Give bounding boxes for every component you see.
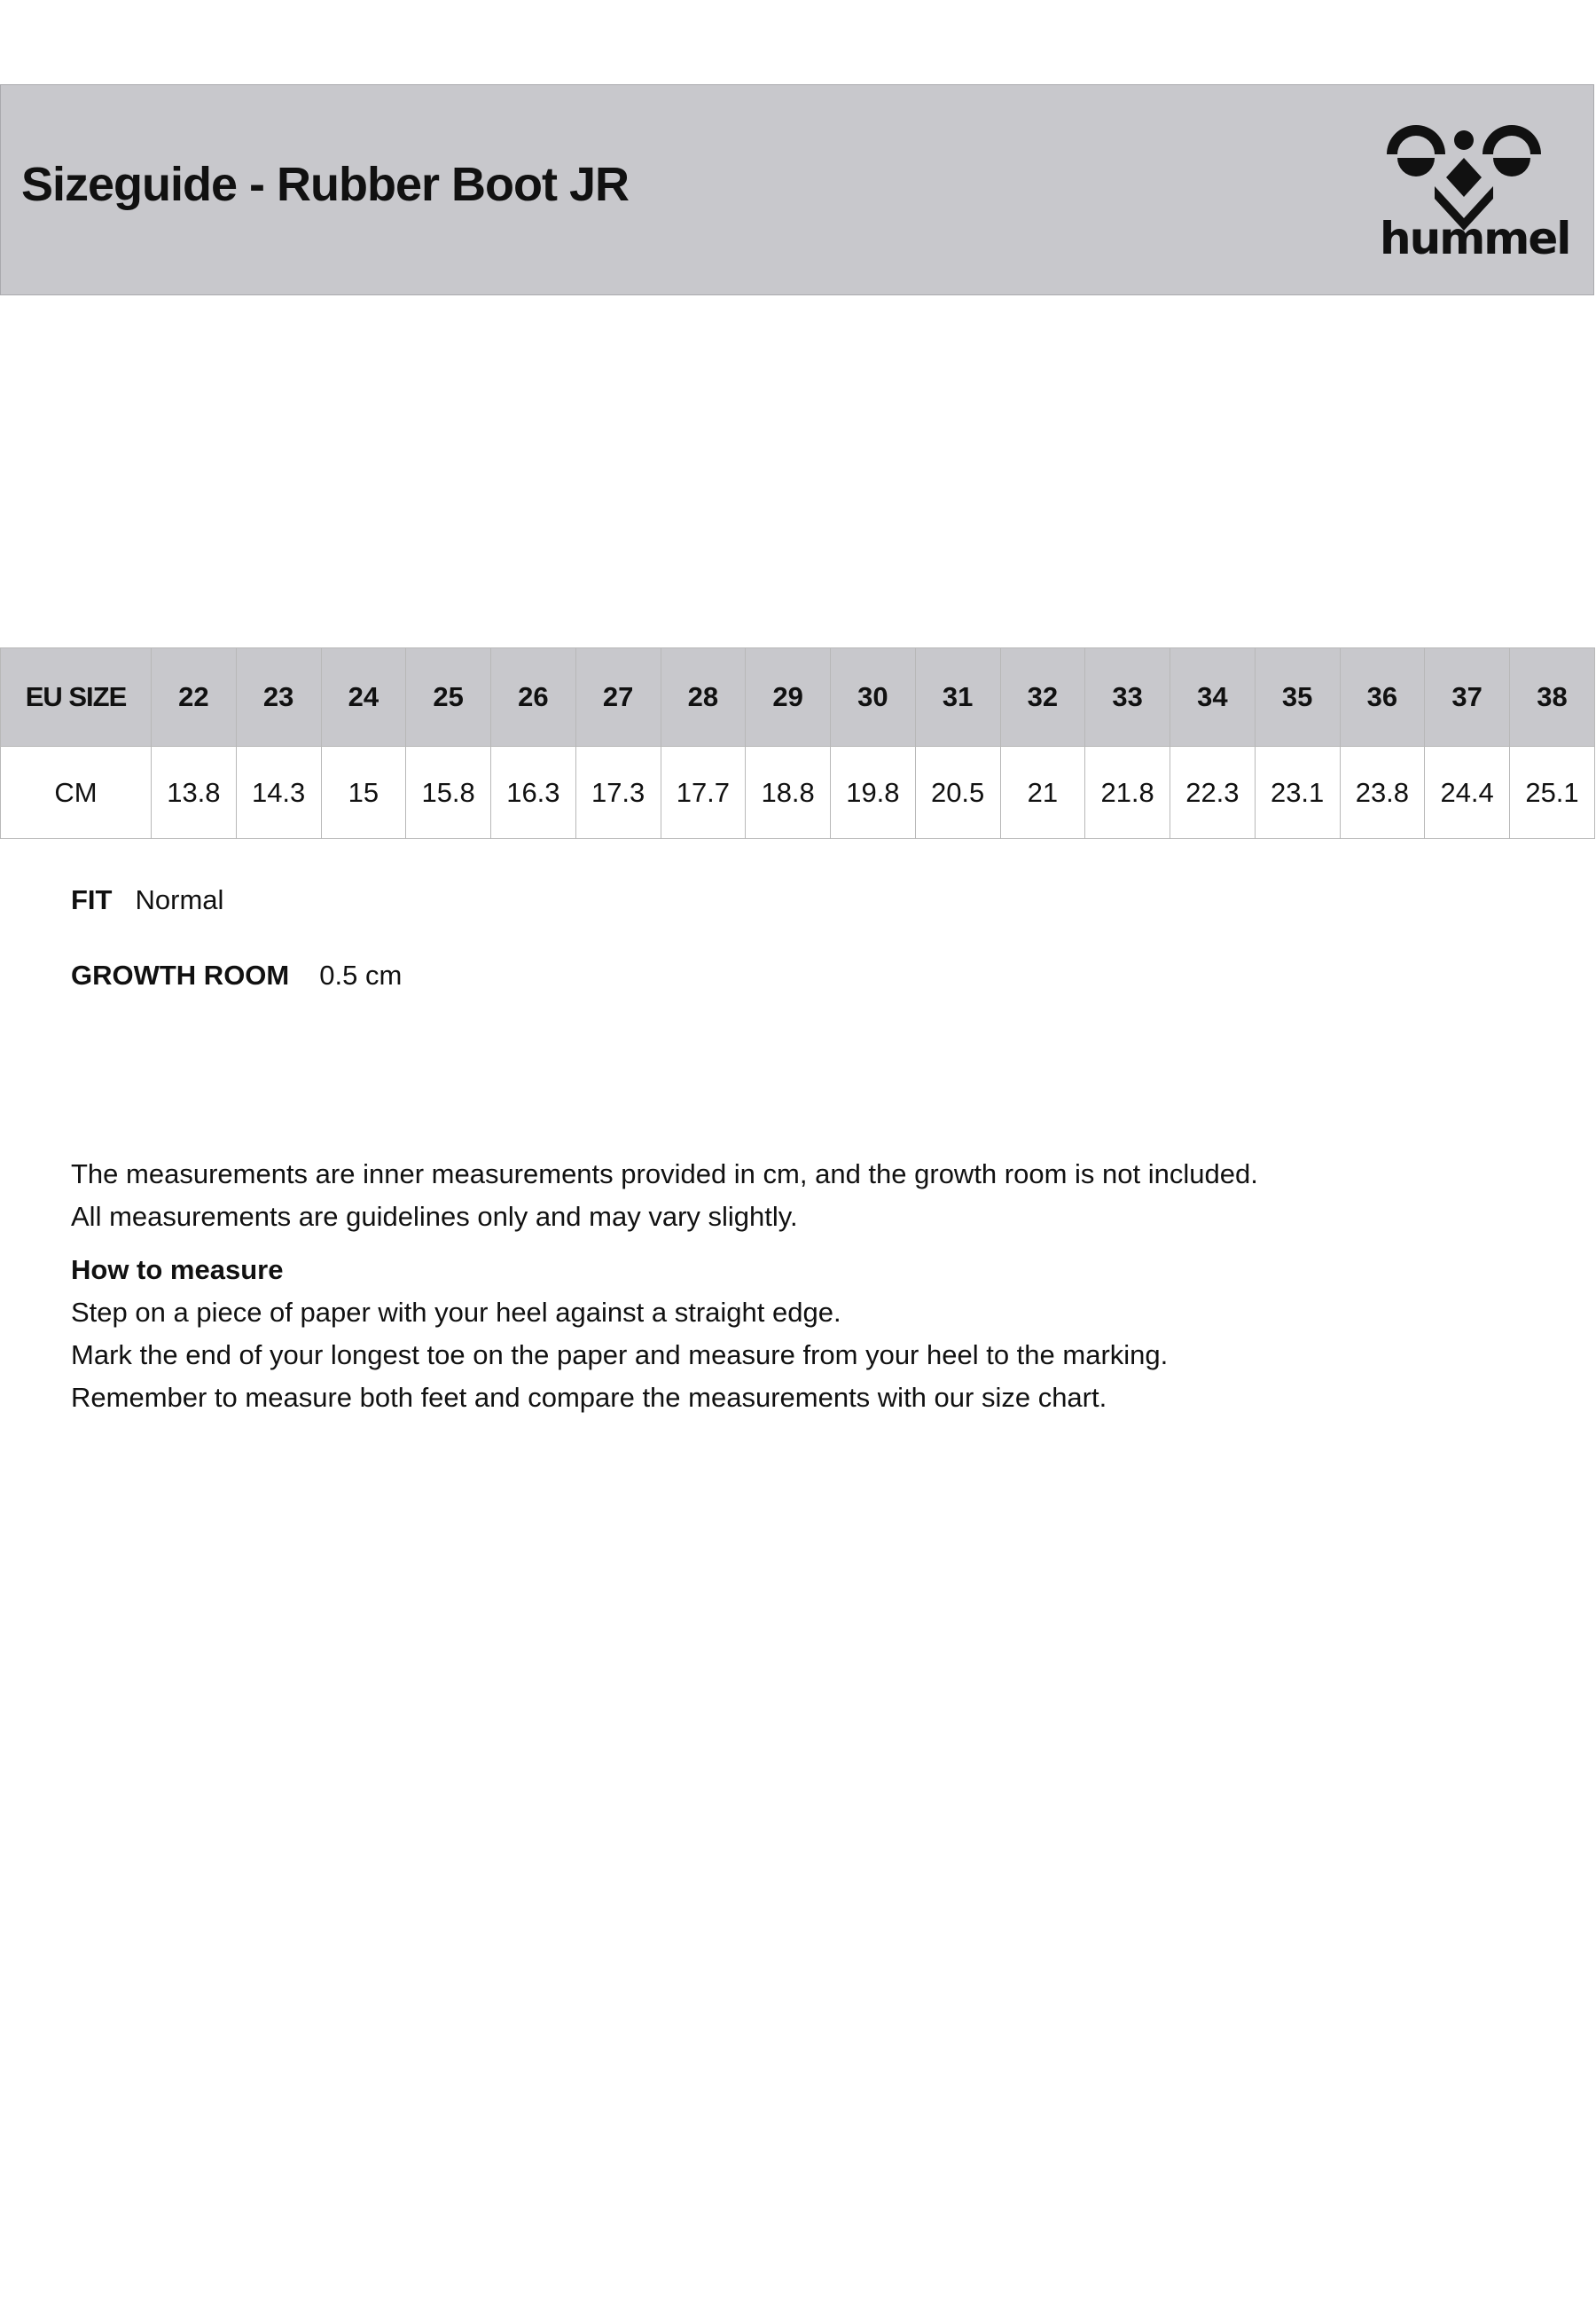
table-cell: 24.4 — [1425, 747, 1510, 839]
table-cell: 21.8 — [1085, 747, 1170, 839]
table-cell: 22 — [152, 648, 237, 747]
table-cell: 34 — [1170, 648, 1256, 747]
table-cell: 17.7 — [661, 747, 746, 839]
table-cell: 35 — [1255, 648, 1340, 747]
growth-room-value: 0.5 cm — [319, 960, 403, 991]
fit-spec — [71, 882, 223, 918]
table-cell: 32 — [1000, 648, 1085, 747]
table-cell: 37 — [1425, 648, 1510, 747]
measure-step-2: Mark the end of your longest toe on the paper and measure from your heel to the marking. — [71, 1339, 1169, 1370]
table-cell: 16.3 — [491, 747, 576, 839]
table-cell: 22.3 — [1170, 747, 1256, 839]
table-cell: 19.8 — [831, 747, 916, 839]
table-cell: 27 — [575, 648, 661, 747]
table-cell: 33 — [1085, 648, 1170, 747]
measurement-info — [71, 1153, 1534, 1419]
table-cell: 15 — [321, 747, 406, 839]
row-label-cm: CM — [1, 747, 152, 839]
info-line-guidelines: All measurements are guidelines only and may vary slightly. — [71, 1201, 798, 1232]
table-cell: 36 — [1340, 648, 1425, 747]
table-cell: 26 — [491, 648, 576, 747]
table-cell: 30 — [831, 648, 916, 747]
table-cell: 38 — [1510, 648, 1595, 747]
table-cell: 24 — [321, 648, 406, 747]
table-cell: 15.8 — [406, 747, 491, 839]
fit-value: Normal — [135, 884, 224, 915]
table-cell: 18.8 — [746, 747, 831, 839]
fit-label: FIT — [71, 884, 113, 915]
table-cell: 23.8 — [1340, 747, 1425, 839]
table-cell: 14.3 — [236, 747, 321, 839]
hummel-logo-text: hummel — [1380, 213, 1570, 264]
table-cell: 28 — [661, 648, 746, 747]
page-title: Sizeguide - Rubber Boot JR — [21, 158, 630, 211]
table-cell: 29 — [746, 648, 831, 747]
table-cell: 21 — [1000, 747, 1085, 839]
table-cell: 31 — [915, 648, 1000, 747]
table-cell: 17.3 — [575, 747, 661, 839]
table-cell: 23.1 — [1255, 747, 1340, 839]
row-label-eu-size: EU SIZE — [1, 648, 152, 747]
table-row-eu-size — [1, 648, 1595, 747]
table-row-cm — [1, 747, 1595, 839]
how-to-measure-heading: How to measure — [71, 1254, 284, 1285]
measure-step-3: Remember to measure both feet and compare the measurements with our size chart. — [71, 1382, 1107, 1413]
growth-room-label: GROWTH ROOM — [71, 960, 290, 991]
size-table — [0, 647, 1595, 839]
measure-step-1: Step on a piece of paper with your heel against a straight edge. — [71, 1297, 841, 1328]
table-cell: 13.8 — [152, 747, 237, 839]
table-cell: 23 — [236, 648, 321, 747]
growth-room-spec — [71, 958, 402, 993]
info-line-inner-measurements: The measurements are inner measurements provided in cm, and the growth room is not included. — [71, 1158, 1258, 1189]
header-banner — [0, 84, 1594, 295]
table-cell: 20.5 — [915, 747, 1000, 839]
table-cell: 25.1 — [1510, 747, 1595, 839]
table-cell: 25 — [406, 648, 491, 747]
